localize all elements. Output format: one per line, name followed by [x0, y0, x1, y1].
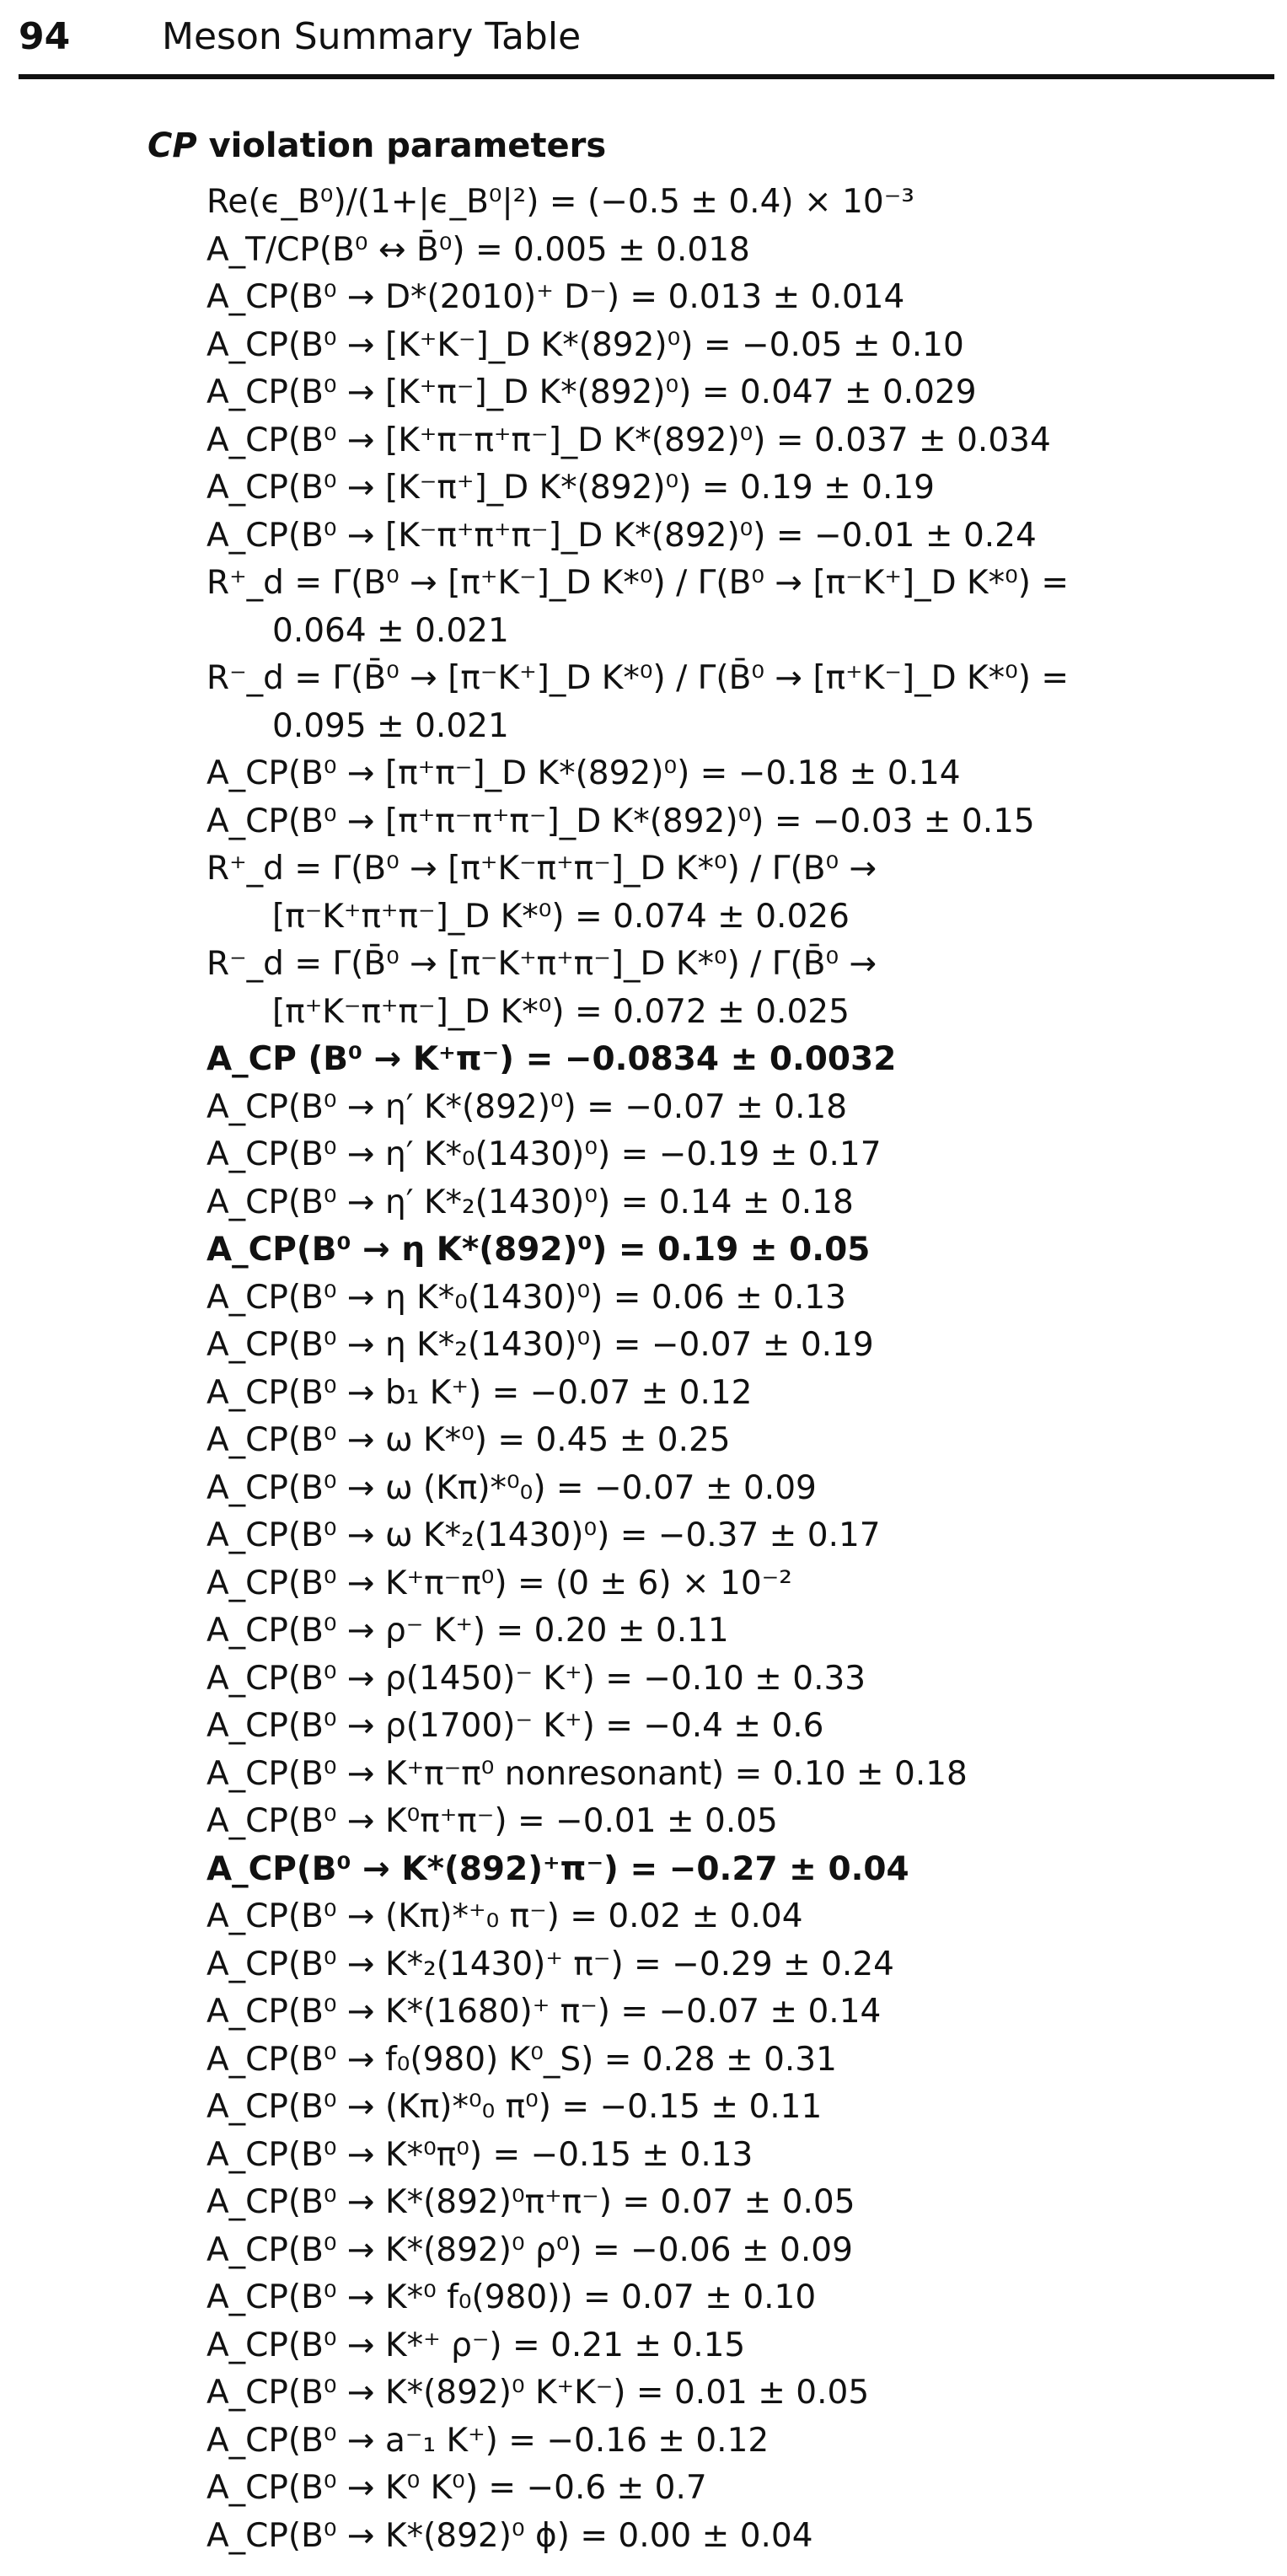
parameter-entry — [206, 2084, 1260, 2132]
parameter-entry — [206, 1370, 1260, 1418]
parameter-text: A_CP(B⁰ → (Kπ)*⁺₀ π⁻) = 0.02 ± 0.04 — [206, 1897, 803, 1935]
parameter-entry — [206, 750, 1260, 798]
parameter-text: A_CP(B⁰ → D*(2010)⁺ D⁻) = 0.013 ± 0.014 — [206, 278, 905, 316]
parameter-entry — [206, 560, 1260, 655]
parameter-text: A_CP(B⁰ → ρ⁻ K⁺) = 0.20 ± 0.11 — [206, 1612, 729, 1650]
parameter-entry — [206, 1607, 1260, 1656]
parameter-text: A_CP(B⁰ → [K⁺π⁻]_D K*(892)⁰) = 0.047 ± 0.029 — [206, 373, 977, 411]
parameter-text: A_CP(B⁰ → ρ(1450)⁻ K⁺) = −0.10 ± 0.33 — [206, 1659, 866, 1698]
parameter-text: A_CP(B⁰ → K⁺π⁻π⁰) = (0 ± 6) × 10⁻² — [206, 1564, 792, 1602]
parameter-entry — [206, 1417, 1260, 1465]
parameter-entry — [206, 1131, 1260, 1179]
parameter-text: A_CP(B⁰ → K*⁰π⁰) = −0.15 ± 0.13 — [206, 2135, 753, 2174]
parameter-entry — [206, 179, 1260, 227]
parameter-text: R⁻_d = Γ(B̄⁰ → [π⁻K⁺π⁺π⁻]_D K*⁰) / Γ(B̄⁰ → — [206, 945, 877, 983]
running-title: Meson Summary Table — [162, 15, 582, 58]
parameter-text: A_CP(B⁰ → η′ K*(892)⁰) = −0.07 ± 0.18 — [206, 1087, 848, 1126]
parameter-entry — [206, 2369, 1260, 2418]
parameter-text: A_CP(B⁰ → η K*₂(1430)⁰) = −0.07 ± 0.19 — [206, 1326, 874, 1364]
parameter-entry — [206, 1512, 1260, 1560]
parameter-entry — [206, 1465, 1260, 1513]
parameter-entry — [206, 655, 1260, 750]
section-title-italic: CP — [147, 126, 197, 165]
parameter-entry — [206, 274, 1260, 322]
parameter-list — [206, 179, 1260, 2560]
parameter-entry — [206, 2179, 1260, 2227]
parameter-continuation: [π⁺K⁻π⁺π⁻]_D K*⁰) = 0.072 ± 0.025 — [272, 992, 850, 1031]
parameter-entry — [206, 1988, 1260, 2037]
parameter-text: A_CP(B⁰ → b₁ K⁺) = −0.07 ± 0.12 — [206, 1373, 753, 1412]
parameter-text: A_CP(B⁰ → [K⁻π⁺π⁺π⁻]_D K*(892)⁰) = −0.01 ± 0.24 — [206, 516, 1037, 555]
parameter-entry — [206, 464, 1260, 513]
parameter-entry — [206, 2037, 1260, 2085]
parameter-entry — [206, 322, 1260, 370]
parameter-entry — [206, 513, 1260, 561]
parameter-entry — [206, 417, 1260, 465]
page-number: 94 — [19, 15, 71, 58]
parameter-text: A_CP(B⁰ → K⁺π⁻π⁰ nonresonant) = 0.10 ± 0.18 — [206, 1754, 968, 1793]
parameter-text: A_CP(B⁰ → ω K*₂(1430)⁰) = −0.37 ± 0.17 — [206, 1516, 881, 1554]
parameter-entry — [206, 941, 1260, 1036]
parameter-text: A_CP(B⁰ → K*⁺ ρ⁻) = 0.21 ± 0.15 — [206, 2326, 746, 2364]
parameter-text: A_CP(B⁰ → η K*₀(1430)⁰) = 0.06 ± 0.13 — [206, 1278, 846, 1317]
parameter-entry — [206, 1560, 1260, 1608]
header-rule — [19, 74, 1274, 79]
parameter-text: A_CP(B⁰ → K*₂(1430)⁺ π⁻) = −0.29 ± 0.24 — [206, 1945, 894, 1983]
parameter-text: A_CP(B⁰ → K*(892)⁰ ϕ) = 0.00 ± 0.04 — [206, 2516, 813, 2555]
parameter-entry — [206, 1275, 1260, 1323]
parameter-entry — [206, 1036, 1260, 1084]
parameter-text: A_CP(B⁰ → f₀(980) K⁰_S) = 0.28 ± 0.31 — [206, 2040, 837, 2079]
parameter-entry — [206, 1798, 1260, 1846]
parameter-entry — [206, 2274, 1260, 2322]
parameter-text: A_CP(B⁰ → η K*(892)⁰) = 0.19 ± 0.05 — [206, 1231, 871, 1269]
parameter-text: R⁺_d = Γ(B⁰ → [π⁺K⁻]_D K*⁰) / Γ(B⁰ → [π⁻K⁺]_D K*⁰) = — [206, 564, 1070, 602]
parameter-text: R⁻_d = Γ(B̄⁰ → [π⁻K⁺]_D K*⁰) / Γ(B̄⁰ → [π⁺K⁻]_D K*⁰) = — [206, 659, 1070, 697]
parameter-entry — [206, 845, 1260, 941]
parameter-text: A_CP(B⁰ → ρ(1700)⁻ K⁺) = −0.4 ± 0.6 — [206, 1707, 824, 1745]
parameter-continuation: [π⁻K⁺π⁺π⁻]_D K*⁰) = 0.074 ± 0.026 — [272, 897, 850, 936]
parameter-entry — [206, 2418, 1260, 2466]
parameter-entry — [206, 1751, 1260, 1799]
parameter-text: A_CP(B⁰ → K*(892)⁰ ρ⁰) = −0.06 ± 0.09 — [206, 2230, 853, 2269]
parameter-text: A_CP(B⁰ → (Kπ)*⁰₀ π⁰) = −0.15 ± 0.11 — [206, 2088, 823, 2126]
parameter-entry — [206, 1893, 1260, 1941]
parameter-text: A_CP(B⁰ → K⁰ K⁰) = −0.6 ± 0.7 — [206, 2469, 707, 2507]
section-title — [147, 126, 606, 165]
parameter-text: A_CP(B⁰ → [π⁺π⁻]_D K*(892)⁰) = −0.18 ± 0.14 — [206, 754, 961, 792]
parameter-text: A_T/CP(B⁰ ↔ B̄⁰) = 0.005 ± 0.018 — [206, 230, 750, 269]
parameter-text: A_CP(B⁰ → [K⁺K⁻]_D K*(892)⁰) = −0.05 ± 0.10 — [206, 325, 964, 364]
parameter-entry — [206, 1656, 1260, 1704]
parameter-text: A_CP(B⁰ → [π⁺π⁻π⁺π⁻]_D K*(892)⁰) = −0.03 ± 0.15 — [206, 802, 1035, 840]
parameter-text: A_CP(B⁰ → ω K*⁰) = 0.45 ± 0.25 — [206, 1421, 731, 1459]
parameter-text: A_CP(B⁰ → K*(892)⁰ K⁺K⁻) = 0.01 ± 0.05 — [206, 2374, 870, 2412]
parameter-entry — [206, 1846, 1260, 1894]
parameter-entry — [206, 1179, 1260, 1227]
section-title-rest: violation parameters — [196, 126, 607, 165]
parameter-entry — [206, 1703, 1260, 1751]
parameter-entry — [206, 2227, 1260, 2275]
parameter-text: A_CP(B⁰ → η′ K*₂(1430)⁰) = 0.14 ± 0.18 — [206, 1183, 854, 1221]
parameter-text: A_CP(B⁰ → [K⁺π⁻π⁺π⁻]_D K*(892)⁰) = 0.037 ± 0.034 — [206, 421, 1051, 459]
parameter-text: A_CP(B⁰ → K⁰π⁺π⁻) = −0.01 ± 0.05 — [206, 1802, 778, 1840]
parameter-text: A_CP(B⁰ → K*(1680)⁺ π⁻) = −0.07 ± 0.14 — [206, 1993, 882, 2031]
parameter-text: A_CP(B⁰ → K*(892)⁰π⁺π⁻) = 0.07 ± 0.05 — [206, 2183, 855, 2221]
parameter-entry — [206, 1941, 1260, 1989]
parameter-continuation: 0.064 ± 0.021 — [272, 611, 509, 650]
parameter-text: A_CP(B⁰ → [K⁻π⁺]_D K*(892)⁰) = 0.19 ± 0.19 — [206, 469, 935, 507]
parameter-entry — [206, 1226, 1260, 1275]
parameter-entry — [206, 798, 1260, 846]
parameter-text: A_CP(B⁰ → a⁻₁ K⁺) = −0.16 ± 0.12 — [206, 2421, 770, 2460]
parameter-entry — [206, 369, 1260, 417]
parameter-text: R⁺_d = Γ(B⁰ → [π⁺K⁻π⁺π⁻]_D K*⁰) / Γ(B⁰ → — [206, 850, 877, 888]
parameter-text: Re(ϵ_B⁰)/(1+|ϵ_B⁰|²) = (−0.5 ± 0.4) × 10⁻³ — [206, 183, 914, 221]
page-header — [19, 8, 1274, 66]
parameter-text: A_CP(B⁰ → ω (Kπ)*⁰₀) = −0.07 ± 0.09 — [206, 1468, 817, 1507]
parameter-text: A_CP(B⁰ → K*(892)⁺π⁻) = −0.27 ± 0.04 — [206, 1849, 909, 1888]
parameter-text: A_CP (B⁰ → K⁺π⁻) = −0.0834 ± 0.0032 — [206, 1040, 897, 1078]
parameter-entry — [206, 1084, 1260, 1132]
parameter-entry — [206, 2132, 1260, 2180]
parameter-continuation: 0.095 ± 0.021 — [272, 706, 509, 745]
parameter-entry — [206, 2465, 1260, 2513]
parameter-text: A_CP(B⁰ → K*⁰ f₀(980)) = 0.07 ± 0.10 — [206, 2278, 817, 2316]
parameter-entry — [206, 1322, 1260, 1370]
parameter-entry — [206, 227, 1260, 275]
parameter-entry — [206, 2322, 1260, 2370]
parameter-text: A_CP(B⁰ → η′ K*₀(1430)⁰) = −0.19 ± 0.17 — [206, 1135, 882, 1173]
parameter-entry — [206, 2513, 1260, 2561]
